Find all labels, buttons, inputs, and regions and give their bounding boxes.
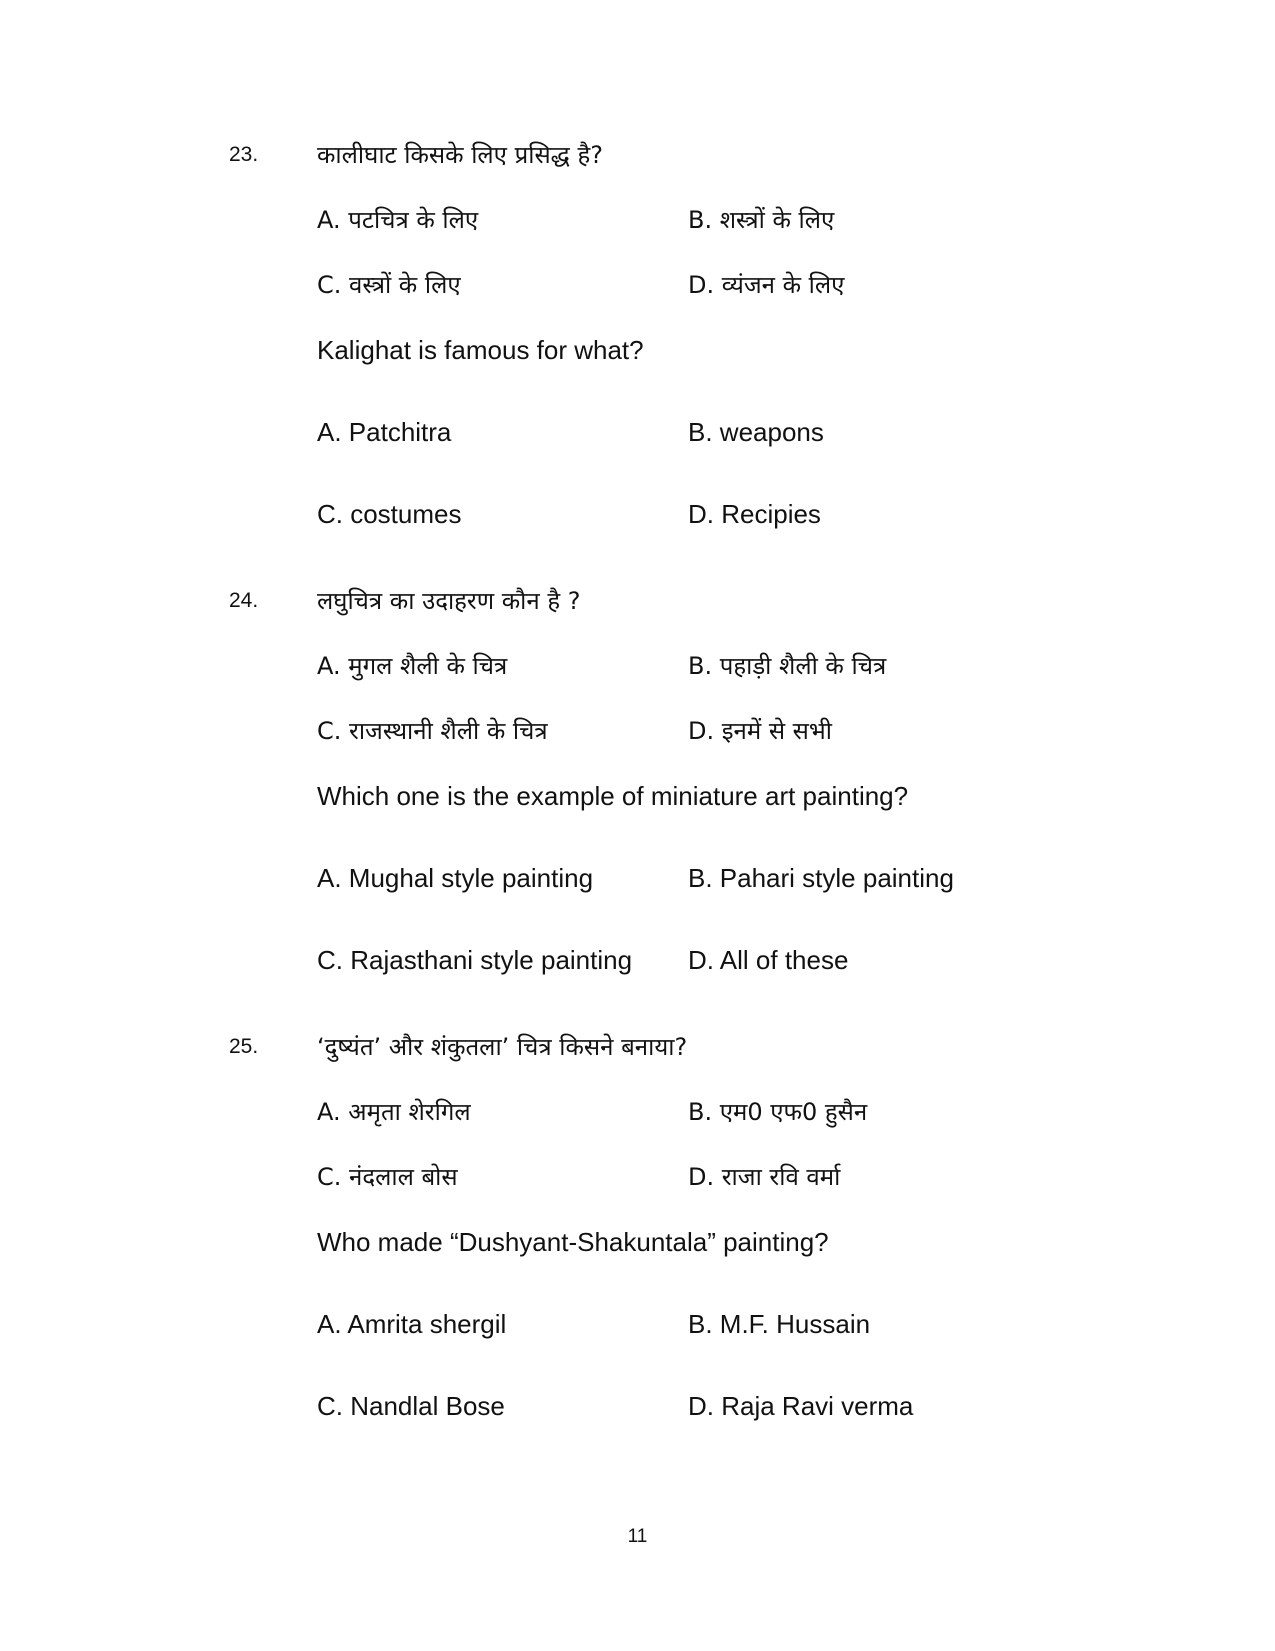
question-23-english-row	[0, 330, 1275, 370]
question-text-hindi: कालीघाट किसके लिए प्रसिद्ध है?	[317, 141, 603, 169]
question-25-hindi-options-ab	[0, 1092, 1275, 1132]
option-b-english: B. weapons	[688, 417, 824, 447]
option-c-hindi: C. वस्त्रों के लिए	[317, 271, 461, 299]
question-25-hindi-options-cd	[0, 1157, 1275, 1197]
option-b-english: B. M.F. Hussain	[688, 1309, 871, 1339]
option-b-hindi: B. पहाड़ी शैली के चित्र	[688, 652, 887, 680]
option-d-english: D. Raja Ravi verma	[688, 1391, 914, 1421]
option-c-english: C. costumes	[317, 499, 462, 529]
question-25-english-options-cd	[0, 1386, 1275, 1426]
option-d-hindi: D. राजा रवि वर्मा	[688, 1163, 841, 1191]
option-c-english: C. Rajasthani style painting	[317, 945, 633, 975]
question-23-hindi-options-cd	[0, 265, 1275, 305]
option-d-hindi: D. इनमें से सभी	[688, 717, 832, 745]
option-b-hindi: B. शस्त्रों के लिए	[688, 206, 835, 234]
question-number: 24.	[229, 589, 259, 612]
question-24-hindi-options-ab	[0, 646, 1275, 686]
question-number: 25.	[229, 1035, 259, 1058]
option-a-hindi: A. मुगल शैली के चित्र	[317, 652, 508, 680]
page-number: 11	[627, 1526, 648, 1547]
option-a-hindi: A. अमृता शेरगिल	[317, 1098, 471, 1126]
question-25-english-options-ab	[0, 1304, 1275, 1344]
option-b-hindi: B. एम0 एफ0 हुसैन	[688, 1098, 868, 1126]
question-25-hindi-row	[0, 1027, 1275, 1067]
option-a-english: A. Patchitra	[317, 417, 452, 447]
option-a-hindi: A. पटचित्र के लिए	[317, 206, 479, 234]
question-text-hindi: ‘दुष्यंत’ और शंकुतला’ चित्र किसने बनाया?	[317, 1033, 688, 1061]
option-c-hindi: C. राजस्थानी शैली के चित्र	[317, 717, 548, 745]
question-24-hindi-row	[0, 581, 1275, 621]
question-24-english-row	[0, 776, 1275, 816]
option-a-english: A. Mughal style painting	[317, 863, 594, 893]
question-text-hindi: लघुचित्र का उदाहरण कौन है ?	[317, 587, 581, 615]
option-b-english: B. Pahari style painting	[688, 863, 954, 893]
option-c-hindi: C. नंदलाल बोस	[317, 1163, 458, 1191]
question-25-english-row	[0, 1222, 1275, 1262]
question-number: 23.	[229, 143, 259, 166]
question-24-english-options-cd	[0, 940, 1275, 980]
option-d-hindi: D. व्यंजन के लिए	[688, 271, 845, 299]
question-text-english: Who made “Dushyant-Shakuntala” painting?	[317, 1227, 829, 1257]
question-23-english-options-cd	[0, 494, 1275, 534]
option-a-english: A. Amrita shergil	[317, 1309, 507, 1339]
question-23-hindi-row	[0, 135, 1275, 175]
option-d-english: D. All of these	[688, 945, 849, 975]
question-24-english-options-ab	[0, 858, 1275, 898]
question-text-english: Which one is the example of miniature art painting?	[317, 781, 909, 811]
question-23-english-options-ab	[0, 412, 1275, 452]
option-c-english: C. Nandlal Bose	[317, 1391, 505, 1421]
option-d-english: D. Recipies	[688, 499, 821, 529]
question-text-english: Kalighat is famous for what?	[317, 335, 644, 365]
question-24-hindi-options-cd	[0, 711, 1275, 751]
question-23-hindi-options-ab	[0, 200, 1275, 240]
